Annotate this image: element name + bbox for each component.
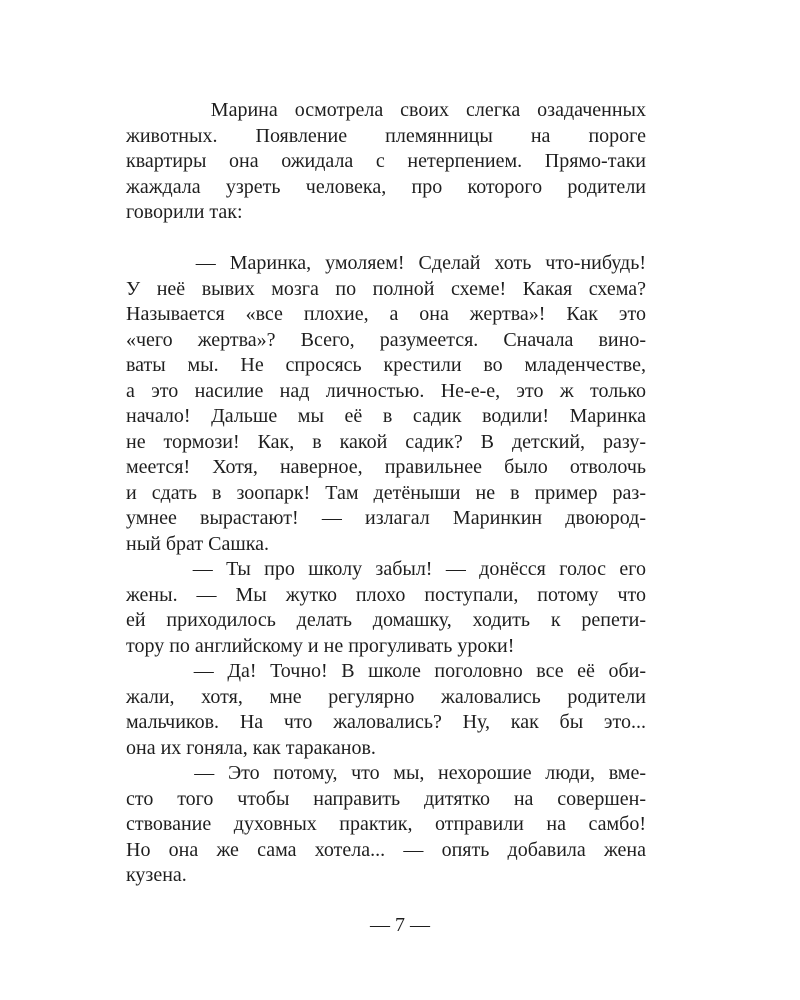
page-number: — 7 — <box>370 914 430 936</box>
paragraph-3 <box>126 557 646 659</box>
text-line: ствование духовных практик, отправили на самбо! <box>126 813 646 835</box>
paragraph-4 <box>126 659 646 761</box>
text-line: — Маринка, умоляем! Сделай хоть что-нибудь! <box>126 252 646 274</box>
text-line: кузена. <box>126 864 187 886</box>
text-line: умнее вырастают! — излагал Маринкин двоюрод- <box>126 507 646 529</box>
paragraph-5 <box>126 761 646 889</box>
text-line: жаждала узреть человека, про которого родители <box>126 175 646 198</box>
text-line: Но она же сама хотела... — опять добавила жена <box>126 838 646 861</box>
text-line: «чего жертва»? Всего, разумеется. Сначала вино- <box>126 328 646 351</box>
text-line: — Да! Точно! В школе поголовно все её оби- <box>126 660 646 682</box>
text-line: тору по английскому и не прогуливать уроки! <box>126 634 515 657</box>
paragraph-2 <box>126 251 646 557</box>
text-line: У неё вывих мозга по полной схеме! Какая схема? <box>126 277 646 300</box>
text-line: ный брат Сашка. <box>126 532 270 555</box>
text-line: и сдать в зоопарк! Там детёныши не в пример раз- <box>126 481 646 504</box>
text-line: Называется «все плохие, а она жертва»! Как это <box>126 303 646 325</box>
paragraph-gap <box>126 226 646 252</box>
page-body <box>126 98 646 889</box>
text-line: сто того чтобы направить дитятко на совершен- <box>126 787 646 810</box>
paragraph-1 <box>126 98 646 226</box>
text-line: она их гоняла, как тараканов. <box>126 736 376 759</box>
text-line: ей приходилось делать домашку, ходить к репети- <box>126 609 646 631</box>
text-line: начало! Дальше мы её в садик водили! Маринка <box>126 405 646 427</box>
text-line: а это насилие над личностью. Не-е-е, это ж только <box>126 379 646 402</box>
text-line: — Это потому, что мы, нехорошие люди, вме- <box>126 762 646 784</box>
text-line: ваты мы. Не спросясь крестили во младенчестве, <box>126 354 646 376</box>
text-line: жены. — Мы жутко плохо поступали, потому что <box>126 583 646 606</box>
text-line: квартиры она ожидала с нетерпением. Прямо-таки <box>126 150 646 172</box>
text-line: Марина осмотрела своих слегка озадаченных <box>126 99 646 121</box>
text-line: — Ты про школу забыл! — донёсся голос его <box>126 558 646 580</box>
text-line: не тормози! Как, в какой садик? В детский, разу- <box>126 430 646 453</box>
text-line: жали, хотя, мне регулярно жаловались родители <box>126 685 646 708</box>
text-line: животных. Появление племянницы на пороге <box>126 124 646 147</box>
text-line: меется! Хотя, наверное, правильнее было отволочь <box>126 456 646 478</box>
text-line: мальчиков. На что жаловались? Ну, как бы это... <box>126 711 646 733</box>
text-line: говорили так: <box>126 201 243 223</box>
